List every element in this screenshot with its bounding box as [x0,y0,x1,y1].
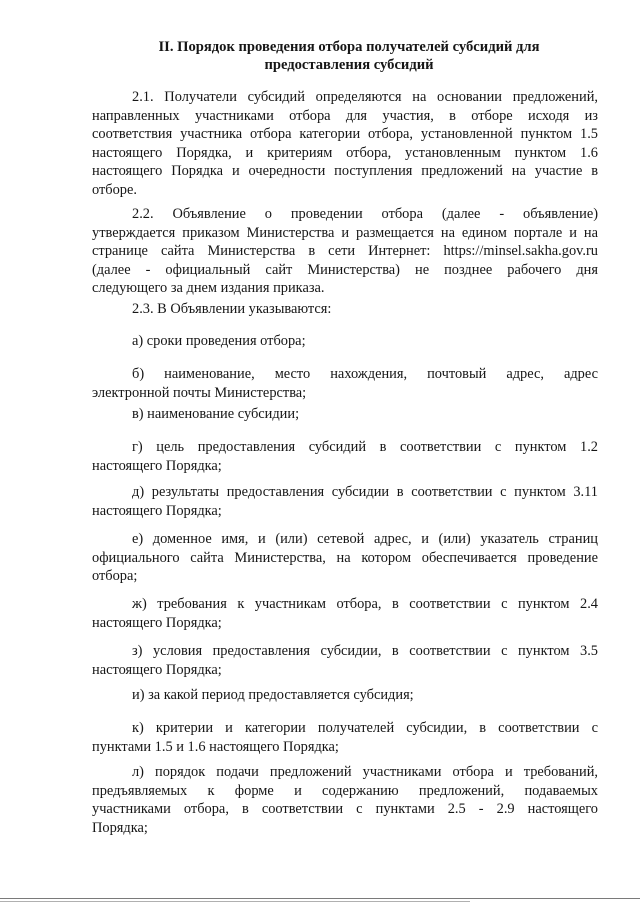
text-line: е) доменное имя, и (или) сетевой адрес, и (или) указатель страниц [132,531,598,547]
text-line: пунктами 1.5 и 1.6 настоящего Порядка; [92,738,339,755]
list-item-v [92,405,598,424]
text-line: б) наименование, место нахождения, почтовый адрес, адрес [132,366,598,382]
text-line: л) порядок подачи предложений участниками отбора и требований, [132,764,598,780]
paragraph-2-3 [92,300,598,319]
text-line: электронной почты Министерства; [92,384,307,401]
text-line: к) критерии и категории получателей субсидии, в соответствии с [132,720,598,736]
text-line: г) цель предоставления субсидий в соответствии с пунктом 1.2 [132,439,598,455]
text-line: настоящего Порядка; [92,502,222,519]
list-item-g [92,438,598,475]
text-line: Порядка; [92,819,148,836]
list-item-zh [92,595,598,632]
paragraph-2-1 [92,88,598,200]
text-line: и) за какой период предоставляется субсидия; [132,687,414,703]
text-line: соответствия участника отбора категории отбора, установленной пунктом 1.5 [92,126,598,143]
scan-edge-line [0,898,640,899]
text-line: предъявляемых к форме и содержанию предложений, подаваемых [92,782,598,799]
section-title-line: II. Порядок проведения отбора получателей субсидий для [158,39,540,55]
text-line: отборе. [92,181,137,198]
text-line: настоящего Порядка, и критериям отбора, установленным пунктом 1.6 [92,144,598,161]
text-line: настоящего Порядка; [92,614,222,631]
list-item-z [92,642,598,679]
text-line: з) условия предоставления субсидии, в соответствии с пунктом 3.5 [132,643,598,659]
text-line: д) результаты предоставления субсидии в соответствии с пунктом 3.11 [132,484,598,500]
text-line: странице сайта Министерства в сети Интернет: https://minsel.sakha.gov.ru [92,243,598,260]
section-title [100,38,598,74]
text-line: настоящего Порядка и очередности поступления предложений на участие в [92,163,598,180]
list-item-a [92,332,598,351]
text-line: настоящего Порядка; [92,457,222,474]
paragraph-2-2 [92,205,598,298]
list-item-l [92,763,598,837]
section-title-line: предоставления субсидий [264,57,434,73]
text-line: официального сайта Министерства, на котором обеспечивается проведение [92,549,598,566]
text-line: отбора; [92,568,138,585]
text-line: в) наименование субсидии; [132,406,300,422]
list-item-e [92,530,598,586]
text-line: следующего за днем издания приказа. [92,280,325,297]
text-line: 2.3. В Объявлении указываются: [132,301,332,317]
list-item-k [92,719,598,756]
text-line: настоящего Порядка; [92,661,222,678]
text-line: 2.2. Объявление о проведении отбора (далее - объявление) [132,206,598,222]
text-line: участниками отбора, в соответствии с пунктами 2.5 - 2.9 настоящего [92,801,598,818]
text-line: (далее - официальный сайт Министерства) не позднее рабочего дня [92,261,598,278]
text-line: утверждается приказом Министерства и размещается на едином портале и на [92,224,598,241]
text-line: 2.1. Получатели субсидий определяются на основании предложений, [132,89,598,105]
list-item-b [92,365,598,402]
scan-edge-line [0,901,470,902]
list-item-i [92,686,598,705]
text-line: а) сроки проведения отбора; [132,333,306,349]
list-item-d [92,483,598,520]
text-line: ж) требования к участникам отбора, в соответствии с пунктом 2.4 [132,596,598,612]
text-line: направленных участниками отбора для участия, в отборе исходя из [92,107,598,124]
